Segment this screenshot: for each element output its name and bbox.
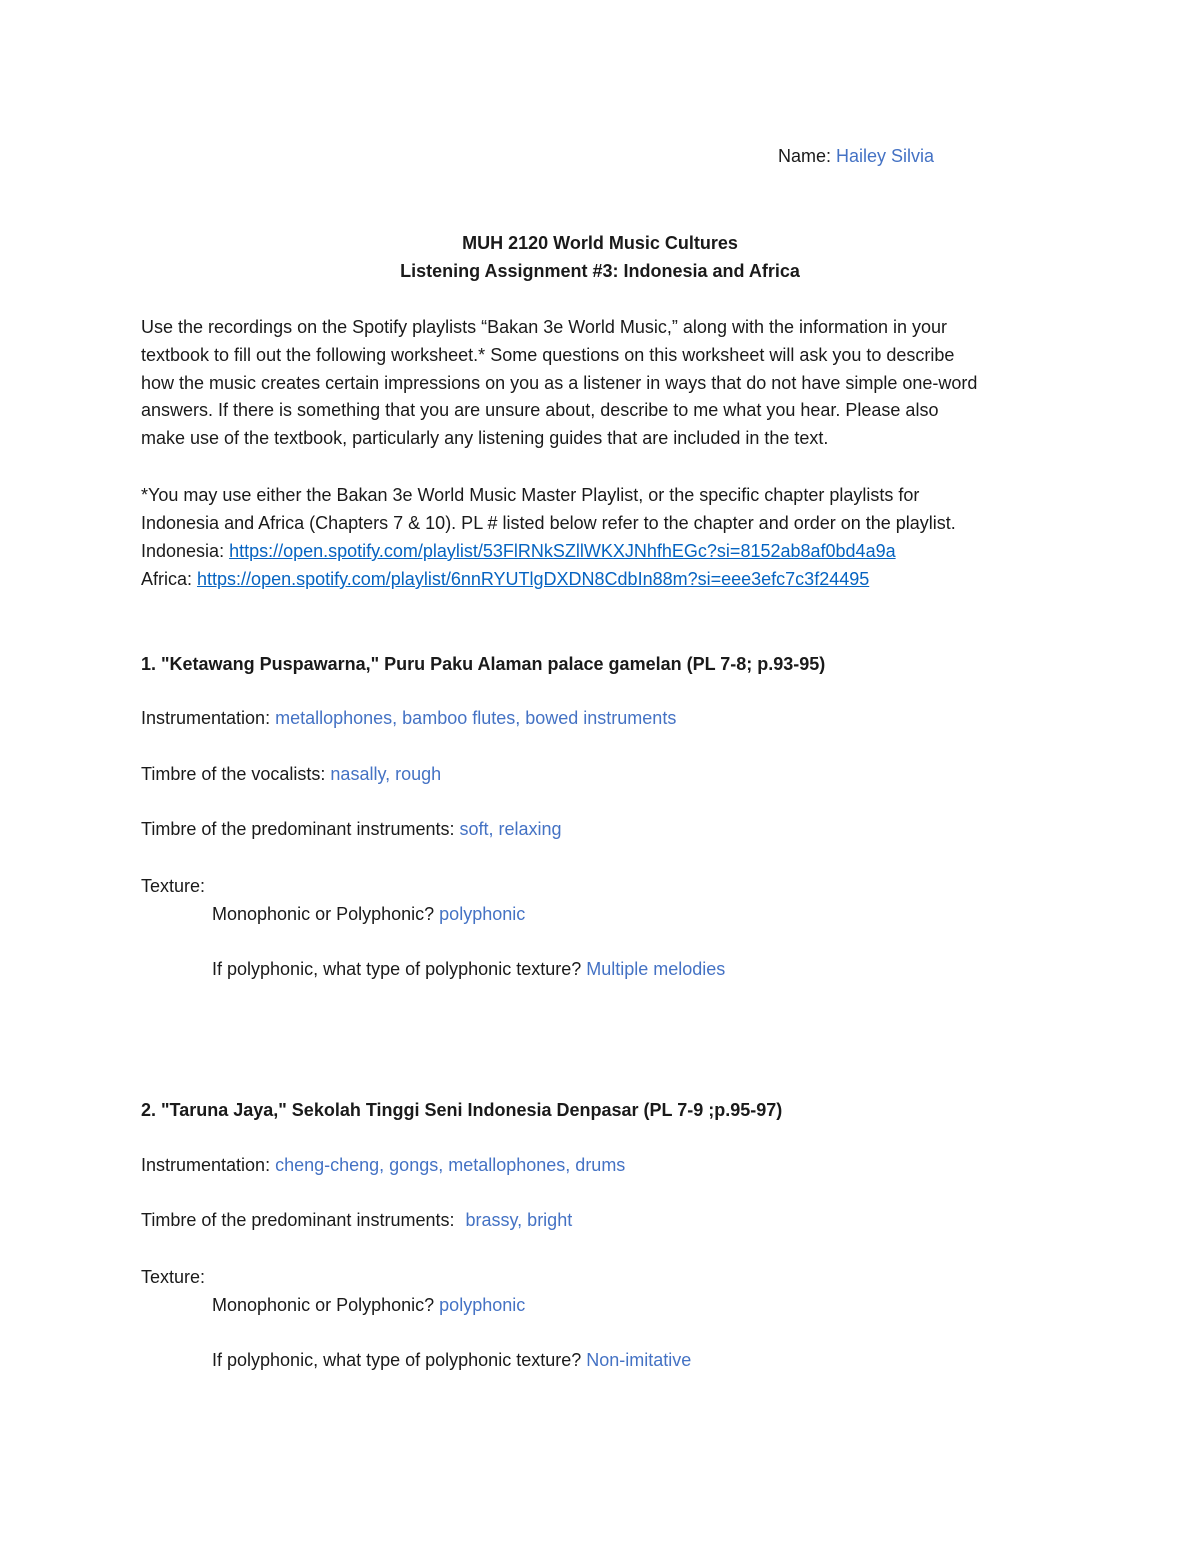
q2-texture-label: Texture: [141,1267,206,1287]
q1-poly-type-answer: Multiple melodies [586,959,726,979]
student-name-line [778,142,934,170]
q2-instrumentation-label: Instrumentation: [141,1155,271,1175]
indonesia-playlist-link[interactable]: https://open.spotify.com/playlist/53FlRNkSZllWKXJNhfhEGc?si=8152ab8af0bd4a9a [229,541,896,561]
q2-mono-poly-answer: polyphonic [439,1295,526,1315]
q1-vocal-timbre [141,760,441,788]
q2-mono-poly-label: Monophonic or Polyphonic? [212,1295,435,1315]
note-line-2: Indonesia and Africa (Chapters 7 & 10). PL # listed below refer to the chapter and order on the playlist. [141,513,956,533]
name-value: Hailey Silvia [836,146,935,166]
q2-heading: 2. "Taruna Jaya," Sekolah Tinggi Seni Indonesia Denpasar (PL 7-9 ;p.95-97) [141,1100,783,1120]
africa-label: Africa: [141,569,193,589]
intro-line-4: answers. If there is something that you are unsure about, describe to me what you hear. Please also [141,400,939,420]
assignment-title: Listening Assignment #3: Indonesia and Africa [400,261,800,281]
q2-poly-type-answer: Non-imitative [586,1350,692,1370]
q1-vocal-timbre-label: Timbre of the vocalists: [141,764,326,784]
q1-mono-poly-answer: polyphonic [439,904,526,924]
course-title: MUH 2120 World Music Cultures [462,233,738,253]
q1-texture-label: Texture: [141,876,206,896]
q2-instrument-timbre [141,1206,572,1234]
intro-line-3: how the music creates certain impressions on you as a listener in ways that do not have simple one-word [141,373,978,393]
q2-mono-poly [212,1291,525,1319]
q2-poly-type-label: If polyphonic, what type of polyphonic texture? [212,1350,582,1370]
q1-poly-type-label: If polyphonic, what type of polyphonic texture? [212,959,582,979]
q1-instrument-timbre-answer: soft, relaxing [459,819,562,839]
q2-poly-type [212,1346,691,1374]
q2-instrument-timbre-answer: brassy, bright [465,1210,573,1230]
q1-mono-poly-label: Monophonic or Polyphonic? [212,904,435,924]
africa-playlist-link[interactable]: https://open.spotify.com/playlist/6nnRYUTlgDXDN8CdbIn88m?si=eee3efc7c3f24495 [197,569,870,589]
africa-playlist-line [141,565,869,593]
q1-instrument-timbre [141,815,562,843]
name-label: Name: [778,146,832,166]
q1-instrument-timbre-label: Timbre of the predominant instruments: [141,819,455,839]
q1-instrumentation [141,704,676,732]
indonesia-playlist-line [141,537,896,565]
q1-mono-poly [212,900,525,928]
q2-instrumentation [141,1151,625,1179]
q2-instrument-timbre-label: Timbre of the predominant instruments: [141,1210,455,1230]
indonesia-label: Indonesia: [141,541,225,561]
q1-vocal-timbre-answer: nasally, rough [330,764,442,784]
note-line-1: *You may use either the Bakan 3e World Music Master Playlist, or the specific chapter playlists for [141,485,920,505]
q1-poly-type [212,955,725,983]
q1-instrumentation-label: Instrumentation: [141,708,271,728]
q1-instrumentation-answer: metallophones, bamboo flutes, bowed instruments [275,708,677,728]
intro-line-2: textbook to fill out the following worksheet.* Some questions on this worksheet will ask you to describe [141,345,955,365]
q1-heading: 1. "Ketawang Puspawarna," Puru Paku Alaman palace gamelan (PL 7-8; p.93-95) [141,654,826,674]
intro-line-5: make use of the textbook, particularly any listening guides that are included in the text. [141,428,829,448]
q2-instrumentation-answer: cheng-cheng, gongs, metallophones, drums [275,1155,626,1175]
intro-line-1: Use the recordings on the Spotify playlists “Bakan 3e World Music,” along with the information in your [141,317,948,337]
